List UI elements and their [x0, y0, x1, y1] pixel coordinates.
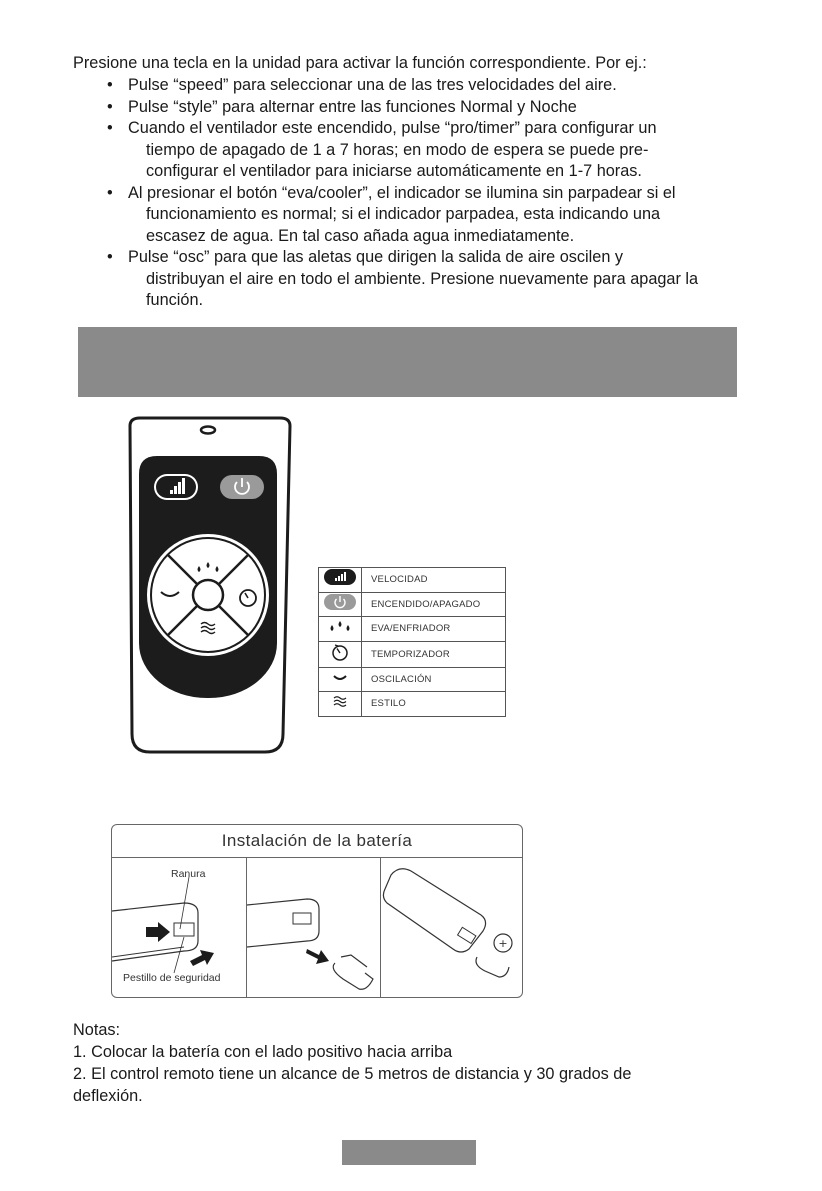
list-item-line: Al presionar el botón “eva/cooler”, el indicador se ilumina sin parpadear si el — [128, 183, 676, 202]
legend-label: ENCENDIDO/APAGADO — [362, 592, 506, 617]
battery-tray-icon — [476, 957, 509, 977]
list-item-line: Cuando el ventilador este encendido, pulse “pro/timer” para configurar un — [128, 119, 657, 137]
battery-title: Instalación de la batería — [112, 825, 522, 858]
table-row — [319, 568, 506, 593]
battery-step-3-illustration — [381, 857, 523, 998]
table-row — [319, 692, 506, 717]
water-drops-icon — [323, 617, 357, 635]
arrow-right-icon — [306, 949, 329, 964]
footer-bar — [342, 1140, 476, 1165]
oscillation-icon — [323, 668, 357, 686]
list-item-line: escasez de agua. En tal caso añada agua inmediatamente. — [146, 226, 575, 245]
arrow-right-icon — [190, 950, 214, 966]
list-item-line: tiempo de apagado de 1 a 7 horas; en modo de espera se puede pre- — [146, 140, 649, 159]
table-row — [319, 667, 506, 692]
note-item: deflexión. — [73, 1087, 143, 1105]
list-item-line: Pulse “speed” para seleccionar una de las tres velocidades del aire. — [128, 76, 617, 94]
note-item: 2. El control remoto tiene un alcance de 5 metros de distancia y 30 grados de — [73, 1065, 632, 1083]
table-row — [319, 592, 506, 617]
intro-text: Presione una tecla en la unidad para activar la función correspondiente. Por ej.: — [73, 54, 647, 72]
section-header-bar — [78, 327, 737, 397]
function-list — [107, 75, 767, 312]
note-item: 1. Colocar la batería con el lado positivo hacia arriba — [73, 1043, 453, 1061]
power-button — [220, 475, 264, 499]
table-row — [319, 617, 506, 642]
speed-button — [154, 474, 198, 500]
list-item — [107, 247, 767, 312]
svg-text:+: + — [498, 937, 508, 950]
list-item-line: Pulse “style” para alternar entre las funciones Normal y Noche — [128, 97, 577, 116]
wave-icon — [323, 692, 357, 710]
list-item-line: configurar el ventilador para iniciarse automáticamente en 1-7 horas. — [146, 162, 642, 180]
notes-section — [73, 1019, 631, 1107]
legend-label: TEMPORIZADOR — [362, 641, 506, 667]
list-item — [107, 118, 767, 183]
control-pad — [147, 534, 269, 656]
slot-label: Ranura — [171, 868, 206, 880]
list-item — [107, 97, 767, 119]
legend-label: ESTILO — [362, 692, 506, 717]
battery-step-1-illustration — [112, 857, 246, 998]
latch-label: Pestillo de seguridad — [123, 972, 221, 984]
remote-control-illustration — [120, 414, 295, 759]
notes-heading: Notas: — [73, 1021, 121, 1039]
list-item-line: función. — [146, 291, 204, 309]
table-row — [319, 641, 506, 667]
legend-label: VELOCIDAD — [362, 568, 506, 593]
list-item-line: Pulse “osc” para que las aletas que dirigen la salida de aire oscilen y — [128, 248, 624, 266]
list-item — [107, 75, 767, 97]
battery-step-2-illustration — [247, 857, 381, 998]
battery-installation-panel — [111, 824, 523, 998]
speed-icon — [323, 568, 357, 586]
battery-tray-icon — [333, 955, 373, 989]
legend-label: OSCILACIÓN — [362, 667, 506, 692]
list-item — [107, 183, 767, 248]
power-icon — [323, 593, 357, 611]
timer-icon — [323, 642, 357, 662]
list-item-line: funcionamiento es normal; si el indicador parpadea, esta indicando una — [146, 205, 661, 223]
button-legend-table — [318, 567, 506, 717]
legend-label: EVA/ENFRIADOR — [362, 617, 506, 642]
list-item-line: distribuyan el aire en todo el ambiente. Presione nuevamente para apagar la — [146, 269, 699, 288]
